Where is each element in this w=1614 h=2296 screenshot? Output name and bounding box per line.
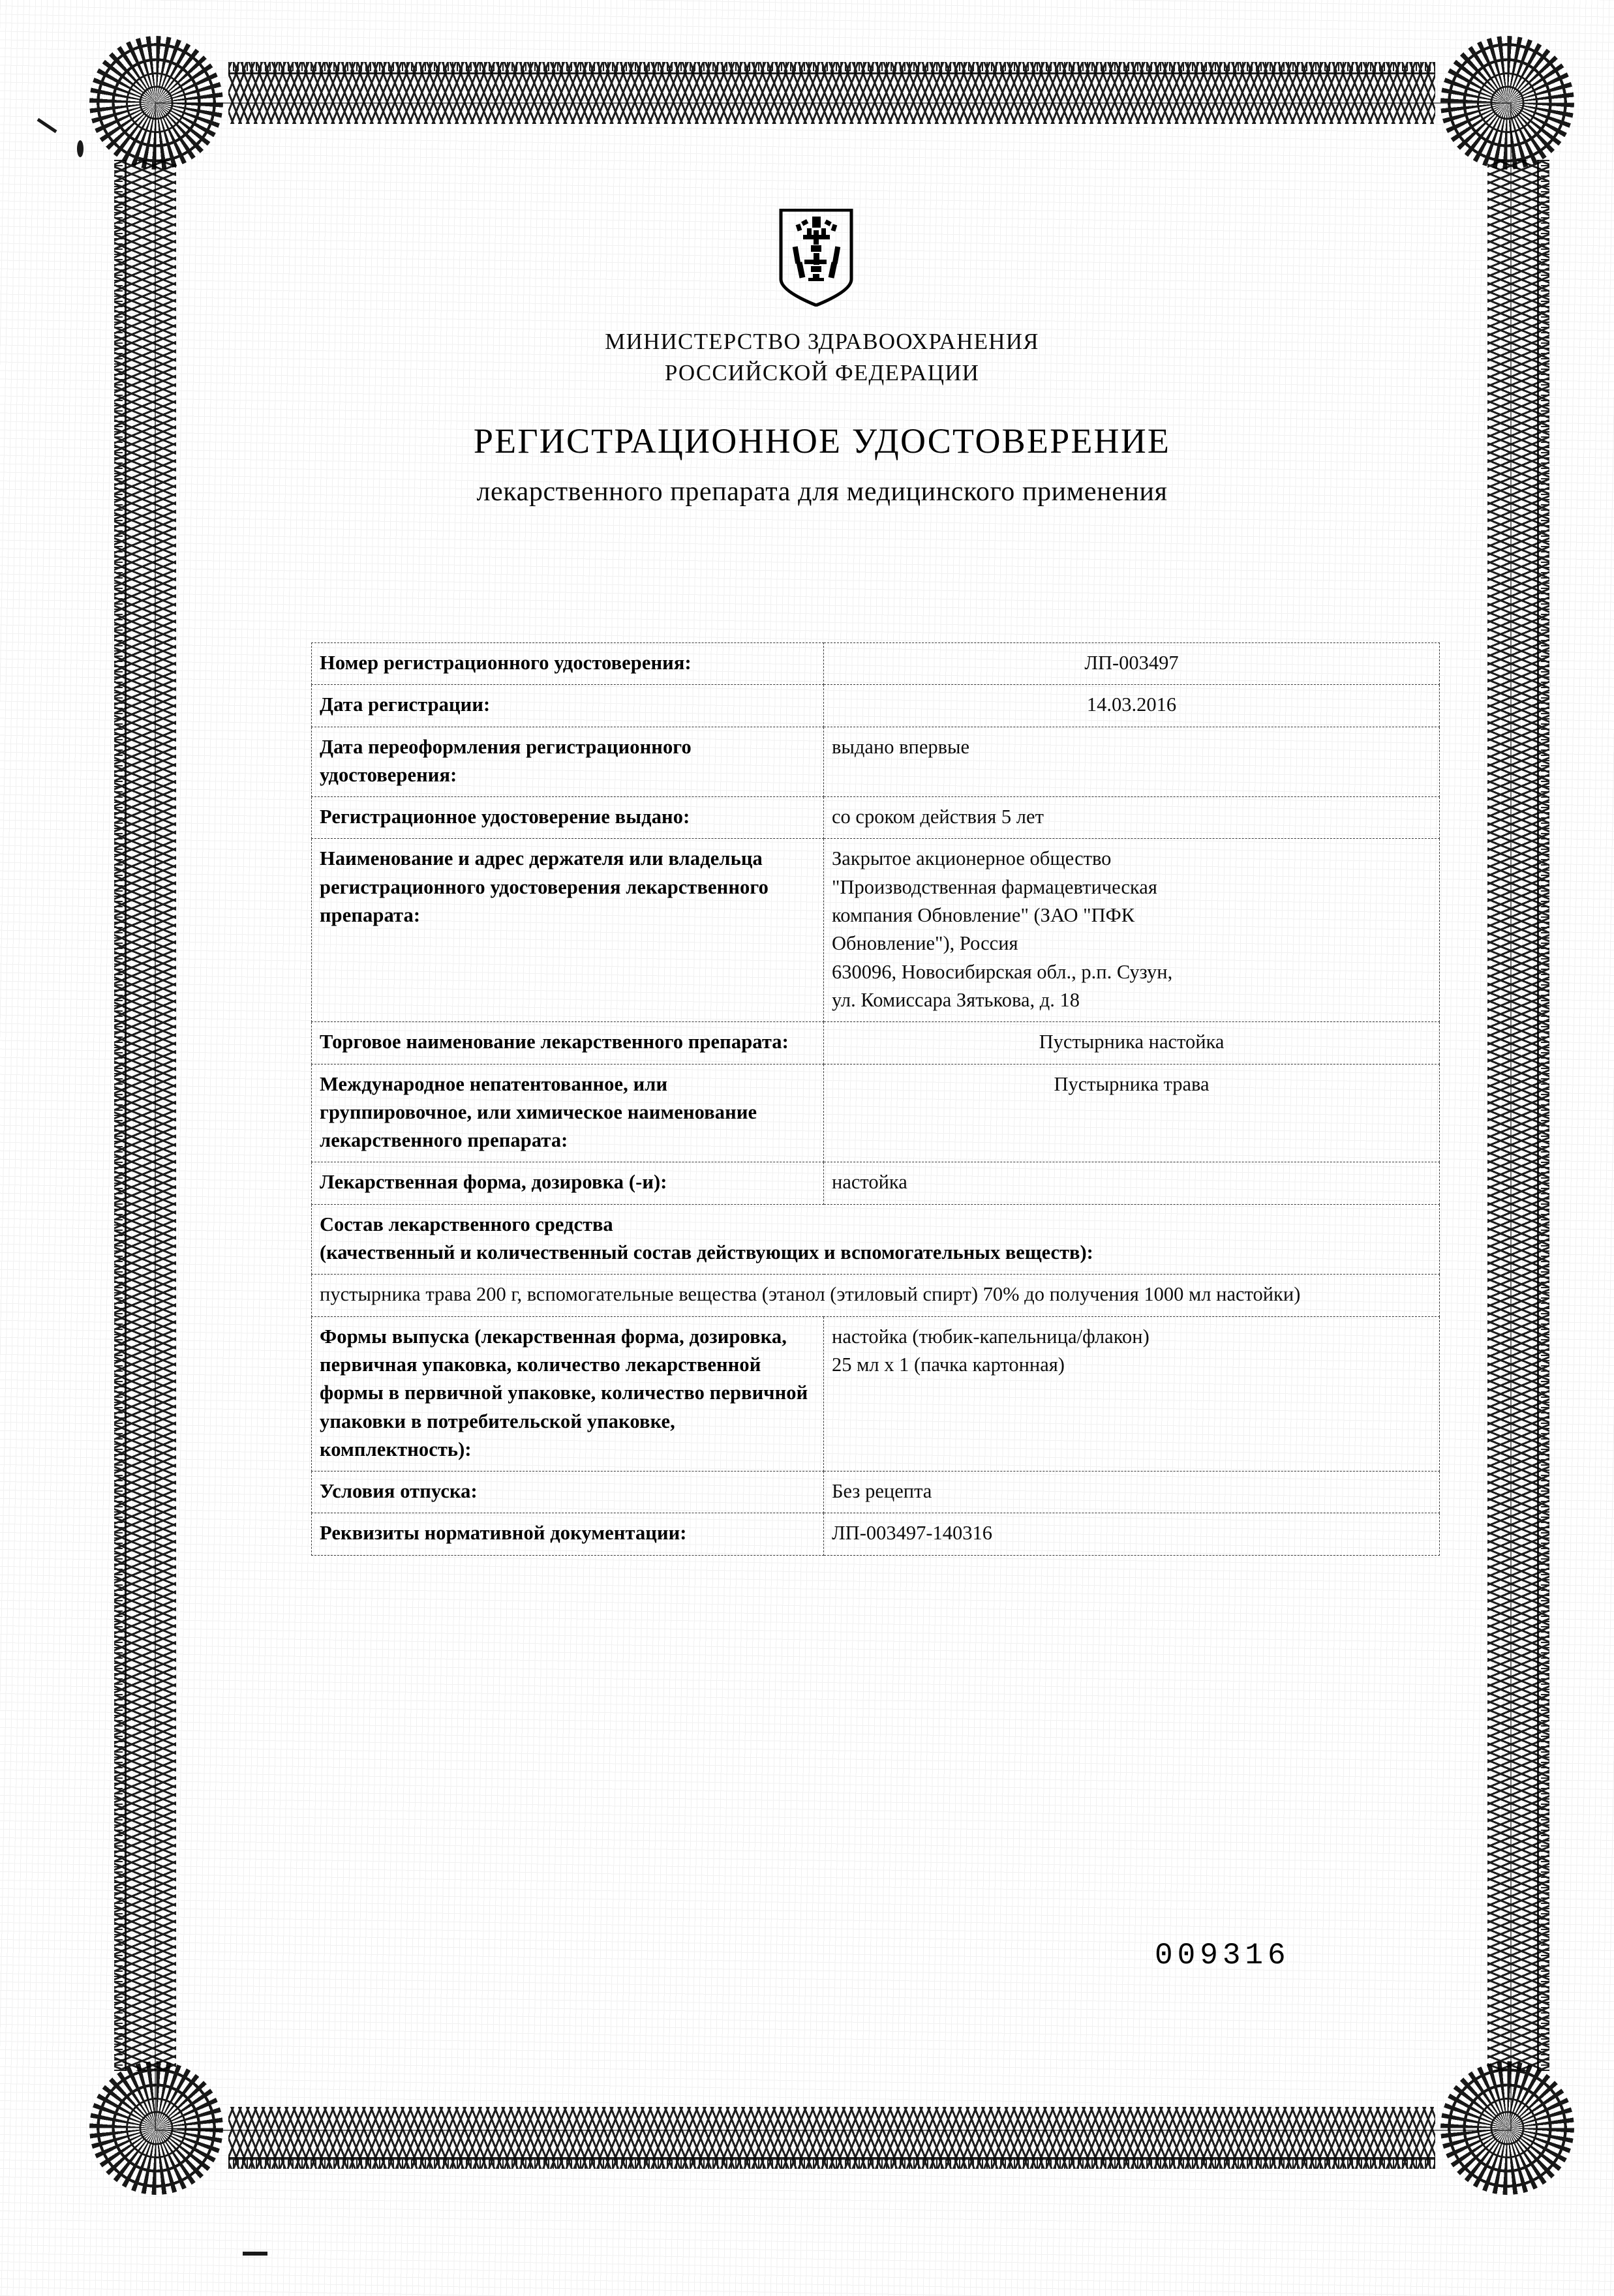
table-row	[312, 1204, 1440, 1275]
document-subtitle: лекарственного препарата для медицинского применения	[476, 477, 1168, 507]
border-rule-bottom	[228, 2157, 1435, 2160]
row-label-reissue-date: Дата переоформления регистрационного удостоверения:	[312, 727, 824, 797]
stray-mark-top-left	[37, 118, 57, 133]
release-form-line-1: настойка (тюбик-капельница/флакон)	[832, 1325, 1150, 1348]
certificate-content	[189, 150, 1455, 2081]
table-row	[312, 643, 1440, 685]
stray-mark-top-left-2	[77, 140, 84, 157]
holder-line-3: компания Обновление" (ЗАО "ПФК	[832, 904, 1135, 927]
table-row	[312, 797, 1440, 839]
table-row	[312, 1472, 1440, 1513]
table-row	[312, 1513, 1440, 1555]
table-row	[312, 1316, 1440, 1471]
table-row	[312, 727, 1440, 797]
stray-mark-bottom	[243, 2252, 267, 2256]
table-row	[312, 1022, 1440, 1064]
release-form-line-2: 25 мл х 1 (пачка картонная)	[832, 1353, 1065, 1376]
border-rule-right	[1537, 160, 1539, 2071]
border-rule-left	[125, 160, 127, 2071]
holder-line-6: ул. Комиссара Зятькова, д. 18	[832, 988, 1080, 1011]
serial-number: 009316	[1155, 1939, 1290, 1972]
holder-line-5: 630096, Новосибирская обл., р.п. Сузун,	[832, 960, 1173, 983]
table-row	[312, 1275, 1440, 1316]
row-value-inn: Пустырника трава	[824, 1064, 1440, 1162]
row-label-composition	[312, 1204, 1440, 1275]
document-title: РЕГИСТРАЦИОННОЕ УДОСТОВЕРЕНИЕ	[473, 421, 1171, 461]
ministry-line-1: МИНИСТЕРСТВО ЗДРАВООХРАНЕНИЯ	[605, 329, 1039, 354]
row-value-issued-terms: со сроком действия 5 лет	[824, 797, 1440, 839]
row-value-dosage-form: настойка	[824, 1162, 1440, 1204]
row-label-dispensing: Условия отпуска:	[312, 1472, 824, 1513]
ministry-heading	[189, 326, 1455, 389]
row-value-dispensing: Без рецепта	[824, 1472, 1440, 1513]
row-value-regdoc: ЛП-003497-140316	[824, 1513, 1440, 1555]
border-rule-top	[228, 72, 1435, 74]
row-label-trade-name: Торговое наименование лекарственного препарата:	[312, 1022, 824, 1064]
composition-header-line-1: Состав лекарственного средства	[320, 1213, 613, 1235]
composition-header-line-2: (качественный и количественный состав действующих и вспомогательных веществ):	[320, 1241, 1093, 1264]
row-value-release-form	[824, 1316, 1440, 1471]
row-label-inn: Международное непатентованное, или группировочное, или химическое наименование лекарственного препарата:	[312, 1064, 824, 1162]
row-value-holder	[824, 839, 1440, 1022]
table-row	[312, 1064, 1440, 1162]
row-label-reg-date: Дата регистрации:	[312, 685, 824, 727]
row-value-trade-name: Пустырника настойка	[824, 1022, 1440, 1064]
russian-coat-of-arms-icon	[778, 209, 857, 313]
row-label-regdoc: Реквизиты нормативной документации:	[312, 1513, 824, 1555]
row-value-reg-number: ЛП-003497	[824, 643, 1440, 685]
holder-line-1: Закрытое акционерное общество	[832, 847, 1112, 870]
row-value-reg-date: 14.03.2016	[824, 685, 1440, 727]
row-label-dosage-form: Лекарственная форма, дозировка (-и):	[312, 1162, 824, 1204]
table-row	[312, 839, 1440, 1022]
table-row	[312, 685, 1440, 727]
holder-line-2: "Производственная фармацевтическая	[832, 875, 1157, 898]
certificate-details-table	[311, 642, 1440, 1556]
row-label-issued-terms: Регистрационное удостоверение выдано:	[312, 797, 824, 839]
row-value-reissue-date: выдано впервые	[824, 727, 1440, 797]
table-row	[312, 1162, 1440, 1204]
row-label-holder: Наименование и адрес держателя или владельца регистрационного удостоверения лекарственного препарата:	[312, 839, 824, 1022]
ministry-line-2: РОССИЙСКОЙ ФЕДЕРАЦИИ	[664, 360, 980, 386]
row-label-reg-number: Номер регистрационного удостоверения:	[312, 643, 824, 685]
row-value-composition: пустырника трава 200 г, вспомогательные вещества (этанол (этиловый спирт) 70% до получения 1000 мл настойки)	[312, 1275, 1440, 1316]
holder-line-4: Обновление"), Россия	[832, 932, 1018, 955]
row-label-release-form: Формы выпуска (лекарственная форма, дозировка, первичная упаковка, количество лекарственной формы в первичной упаковке, количество первичной упаковки в потребительской упаковке, комплектность):	[312, 1316, 824, 1471]
